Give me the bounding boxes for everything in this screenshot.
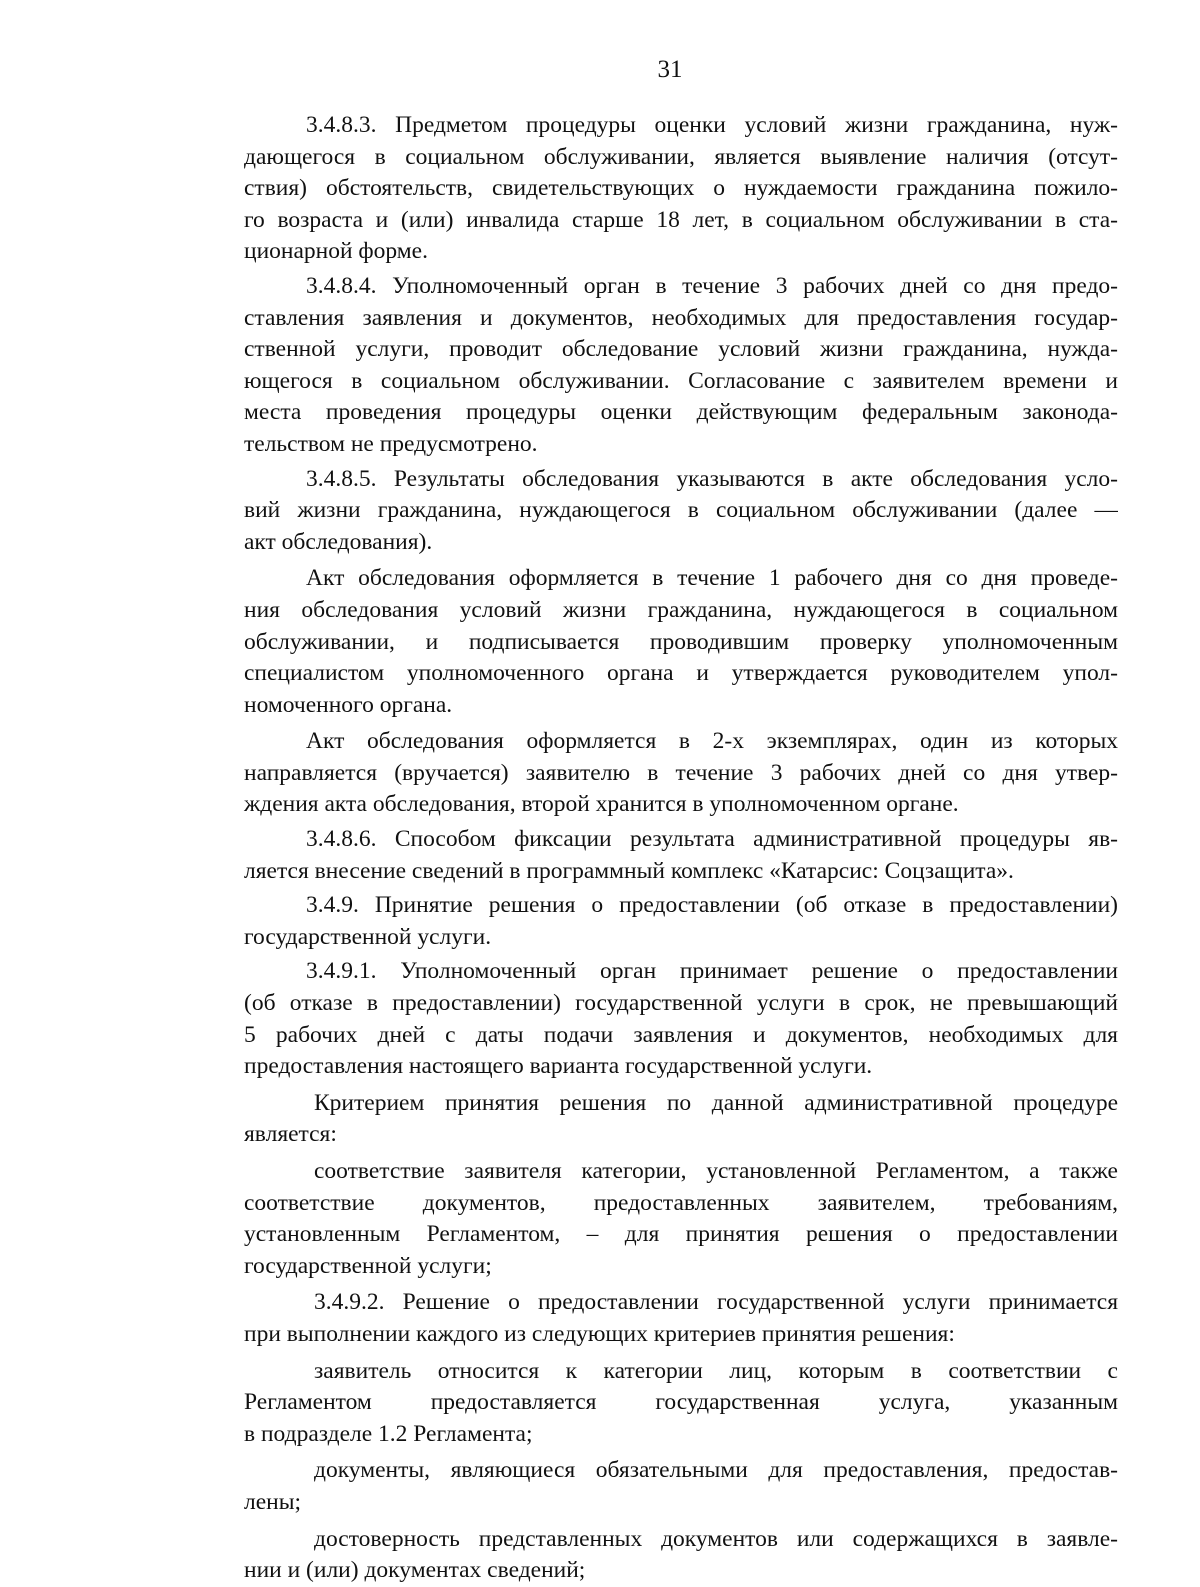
text-line: специалистом уполномоченного органа и утверждается руководителем упол- — [244, 660, 1118, 687]
paragraph-zayavitel — [244, 1356, 1118, 1451]
text-line: ляется внесение сведений в программный комплекс «Катарсис: Соцзащита». — [244, 857, 1014, 884]
text-line: 3.4.9.2. Решение о предоставлении государственной услуги принимается — [314, 1289, 1118, 1316]
paragraph-kriteriem — [244, 1088, 1118, 1151]
text-line: ждения акта обследования, второй хранится в уполномоченном органе. — [244, 791, 959, 818]
text-line: дающегося в социальном обслуживании, является выявление наличия (отсут- — [244, 143, 1118, 170]
text-line: достоверность представленных документов или содержащихся в заявле- — [314, 1525, 1118, 1552]
text-line: 3.4.8.6. Способом фиксации результата административной процедуры яв- — [306, 826, 1118, 853]
paragraph-3-4-8-4 — [244, 271, 1118, 461]
text-line: места проведения процедуры оценки действующим федеральным законода- — [244, 399, 1118, 426]
text-line: ционарной форме. — [244, 238, 428, 265]
text-line: ственной услуги, проводит обследование условий жизни гражданина, нужда- — [244, 336, 1118, 363]
text-line: ставления заявления и документов, необходимых для предоставления государ- — [244, 304, 1118, 331]
text-line: обслуживании, и подписывается проводившим проверку уполномоченным — [244, 628, 1118, 655]
text-line: акт обследования). — [244, 528, 433, 555]
paragraph-3-4-9-1 — [244, 956, 1118, 1082]
text-line: соответствие документов, предоставленных заявителем, требованиям, — [244, 1189, 1118, 1216]
text-line: заявитель относится к категории лиц, которым в соответствии с — [314, 1357, 1118, 1384]
paragraph-dostovernost — [244, 1524, 1118, 1587]
text-line: го возраста и (или) инвалида старше 18 лет, в социальном обслуживании в ста- — [244, 206, 1118, 233]
paragraph-akt-2 — [244, 726, 1118, 821]
page-number: 31 — [657, 56, 683, 83]
text-line: Акт обследования оформляется в течение 1 рабочего дня со дня проведе- — [306, 565, 1118, 592]
text-line: документы, являющиеся обязательными для предоставления, предостав- — [314, 1457, 1118, 1484]
text-line: является: — [244, 1121, 337, 1148]
text-line: 3.4.9.1. Уполномоченный орган принимает решение о предоставлении — [306, 958, 1118, 985]
text-line: Регламентом предоставляется государственная услуга, указанным — [244, 1389, 1118, 1416]
text-line: в подразделе 1.2 Регламента; — [244, 1420, 533, 1447]
paragraph-3-4-9-2 — [244, 1287, 1118, 1350]
text-line: при выполнении каждого из следующих критериев принятия решения: — [244, 1320, 955, 1347]
text-line: 3.4.8.5. Результаты обследования указываются в акте обследования усло- — [306, 465, 1118, 492]
text-line: 3.4.8.4. Уполномоченный орган в течение 3 рабочих дней со дня предо- — [306, 272, 1118, 299]
text-line: Критерием принятия решения по данной административной процедуре — [314, 1089, 1118, 1116]
document-body — [244, 110, 1118, 1587]
text-line: лены; — [244, 1488, 302, 1515]
text-line: предоставления настоящего варианта государственной услуги. — [244, 1053, 873, 1080]
paragraph-dokumenty — [244, 1455, 1118, 1518]
text-line: вий жизни гражданина, нуждающегося в социальном обслуживании (далее — — [244, 497, 1118, 524]
text-line: нии и (или) документах сведений; — [244, 1557, 586, 1584]
paragraph-sootvetstvie — [244, 1156, 1118, 1282]
text-line: ствия) обстоятельств, свидетельствующих о нуждаемости гражданина пожило- — [244, 175, 1118, 202]
text-line: государственной услуги; — [244, 1252, 492, 1279]
paragraph-3-4-8-5 — [244, 464, 1118, 559]
text-line: 3.4.8.3. Предметом процедуры оценки условий жизни гражданина, нуж- — [306, 112, 1118, 138]
text-line: ющегося в социальном обслуживании. Согласование с заявителем времени и — [244, 367, 1118, 394]
text-line: (об отказе в предоставлении) государственной услуги в срок, не превышающий — [244, 990, 1118, 1017]
text-line: направляется (вручается) заявителю в течение 3 рабочих дней со дня утвер- — [244, 759, 1118, 786]
text-line: 3.4.9. Принятие решения о предоставлении (об отказе в предоставлении) — [306, 892, 1118, 919]
text-line: установленным Регламентом, – для принятия решения о предоставлении — [244, 1221, 1118, 1248]
text-line: Акт обследования оформляется в 2-х экземплярах, один из которых — [306, 728, 1118, 755]
paragraph-3-4-8-3 — [244, 110, 1118, 268]
text-line: номоченного органа. — [244, 691, 453, 718]
paragraph-3-4-9 — [244, 890, 1118, 953]
paragraph-3-4-8-6 — [244, 824, 1118, 887]
text-line: тельством не предусмотрено. — [244, 430, 538, 457]
text-line: ния обследования условий жизни гражданина, нуждающегося в социальном — [244, 596, 1118, 623]
text-line: 5 рабочих дней с даты подачи заявления и документов, необходимых для — [244, 1021, 1118, 1048]
text-line: государственной услуги. — [244, 923, 492, 950]
paragraph-akt-1 — [244, 563, 1118, 721]
text-line: соответствие заявителя категории, установленной Регламентом, а также — [314, 1158, 1118, 1184]
